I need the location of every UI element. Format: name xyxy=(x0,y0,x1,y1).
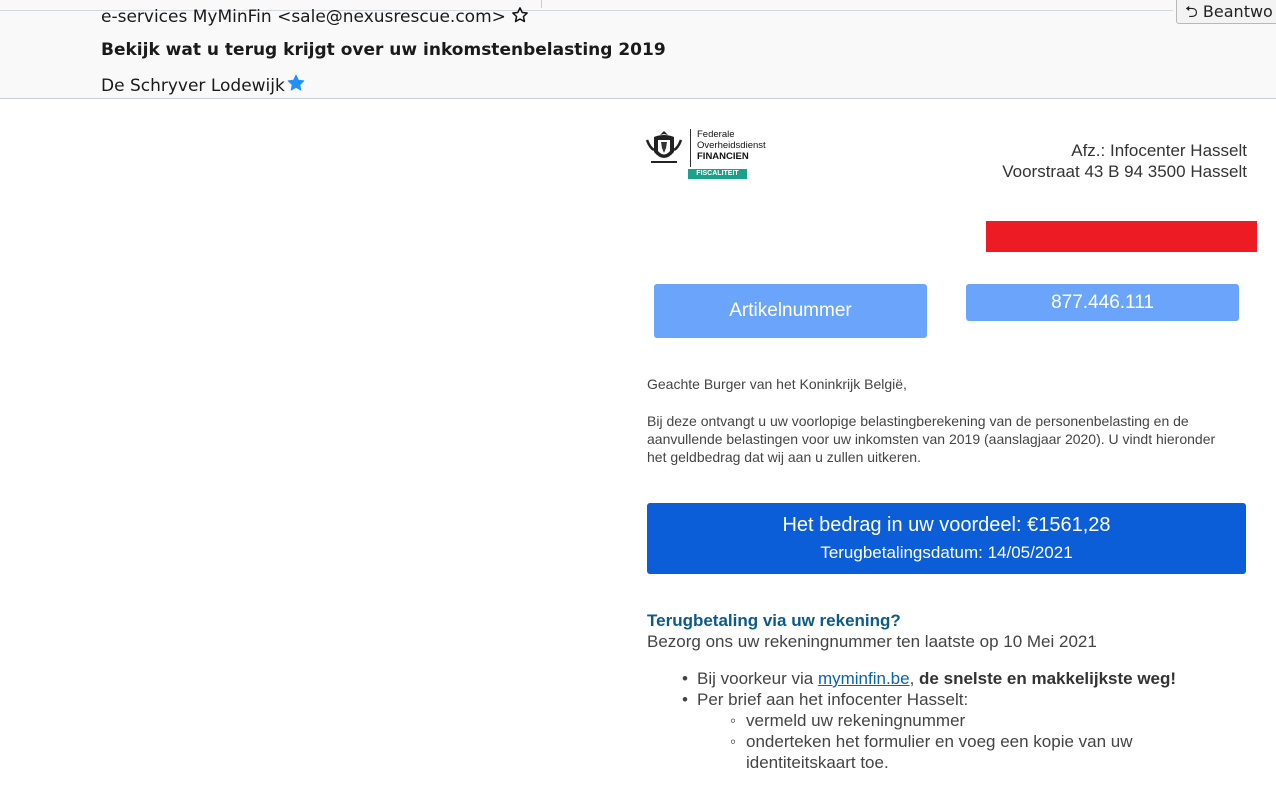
sender-line-1: Afz.: Infocenter Hasselt xyxy=(1071,141,1247,160)
sub-list-item: ◦ vermeld uw rekeningnummer xyxy=(730,711,966,730)
instruction-list xyxy=(680,668,1176,773)
mail-header xyxy=(0,0,1276,99)
reply-arrow-icon: ⮌ xyxy=(1185,2,1198,21)
to-value[interactable] xyxy=(101,73,306,98)
star-filled-icon[interactable] xyxy=(286,73,306,98)
list-item: • Per brief aan het infocenter Hasselt: xyxy=(682,690,969,709)
article-label-button: Artikelnummer xyxy=(654,284,927,338)
sender-address xyxy=(1002,140,1247,182)
header-tick xyxy=(541,0,542,8)
from-value[interactable] xyxy=(101,6,529,29)
circle-bullet: ◦ xyxy=(730,732,737,751)
star-outline-icon[interactable] xyxy=(511,6,529,29)
coat-of-arms-icon xyxy=(645,128,683,172)
salutation: Geachte Burger van het Koninkrijk België, xyxy=(647,376,907,392)
article-number-box: 877.446.111 xyxy=(966,284,1239,321)
redacted-bar xyxy=(986,221,1257,252)
refund-title: Terugbetaling via uw rekening? xyxy=(647,611,901,630)
refund-date-line: Terugbetalingsdatum: 14/05/2021 xyxy=(820,543,1073,562)
intro-paragraph: Bij deze ontvangt u uw voorlopige belastingberekening van de personenbelasting en de aanvullende belastingen voor uw inkomsten van 2019 (aanslagjaar 2020). U vindt hieronder het geldbedrag dat wij aan u zullen uitkeren. xyxy=(647,413,1216,465)
sub-list-item: ◦ onderteken het formulier en voeg een kopie van uw identiteitskaart toe. xyxy=(730,732,1133,772)
from-address[interactable]: e-services MyMinFin <sale@nexusrescue.com> xyxy=(101,7,506,27)
sender-line-2: Voorstraat 43 B 94 3500 Hasselt xyxy=(1002,162,1247,181)
reply-button-label: Beantwo xyxy=(1202,2,1273,21)
subject-value: Bekijk wat u terug krijgt over uw inkomstenbelasting 2019 xyxy=(101,40,666,60)
myminfin-link[interactable]: myminfin.be xyxy=(817,669,910,688)
amount-line: Het bedrag in uw voordeel: €1561,28 xyxy=(782,514,1111,536)
circle-bullet: ◦ xyxy=(730,711,737,730)
to-address[interactable]: De Schryver Lodewijk xyxy=(101,76,285,96)
fiscaliteit-badge: FISCALITEIT xyxy=(688,169,747,179)
logo-separator xyxy=(690,129,691,167)
reply-button[interactable] xyxy=(1176,0,1276,24)
bullet: • xyxy=(682,669,688,688)
fod-financien-logo xyxy=(645,126,775,182)
list-item: • Bij voorkeur via myminfin.be, de snelste en makkelijkste weg! xyxy=(682,669,1177,688)
amount-box xyxy=(647,503,1246,574)
refund-subtitle: Bezorg ons uw rekeningnummer ten laatste op 10 Mei 2021 xyxy=(647,632,1097,651)
bullet: • xyxy=(682,690,688,709)
logo-text: Federale Overheidsdienst FINANCIEN xyxy=(697,129,766,162)
